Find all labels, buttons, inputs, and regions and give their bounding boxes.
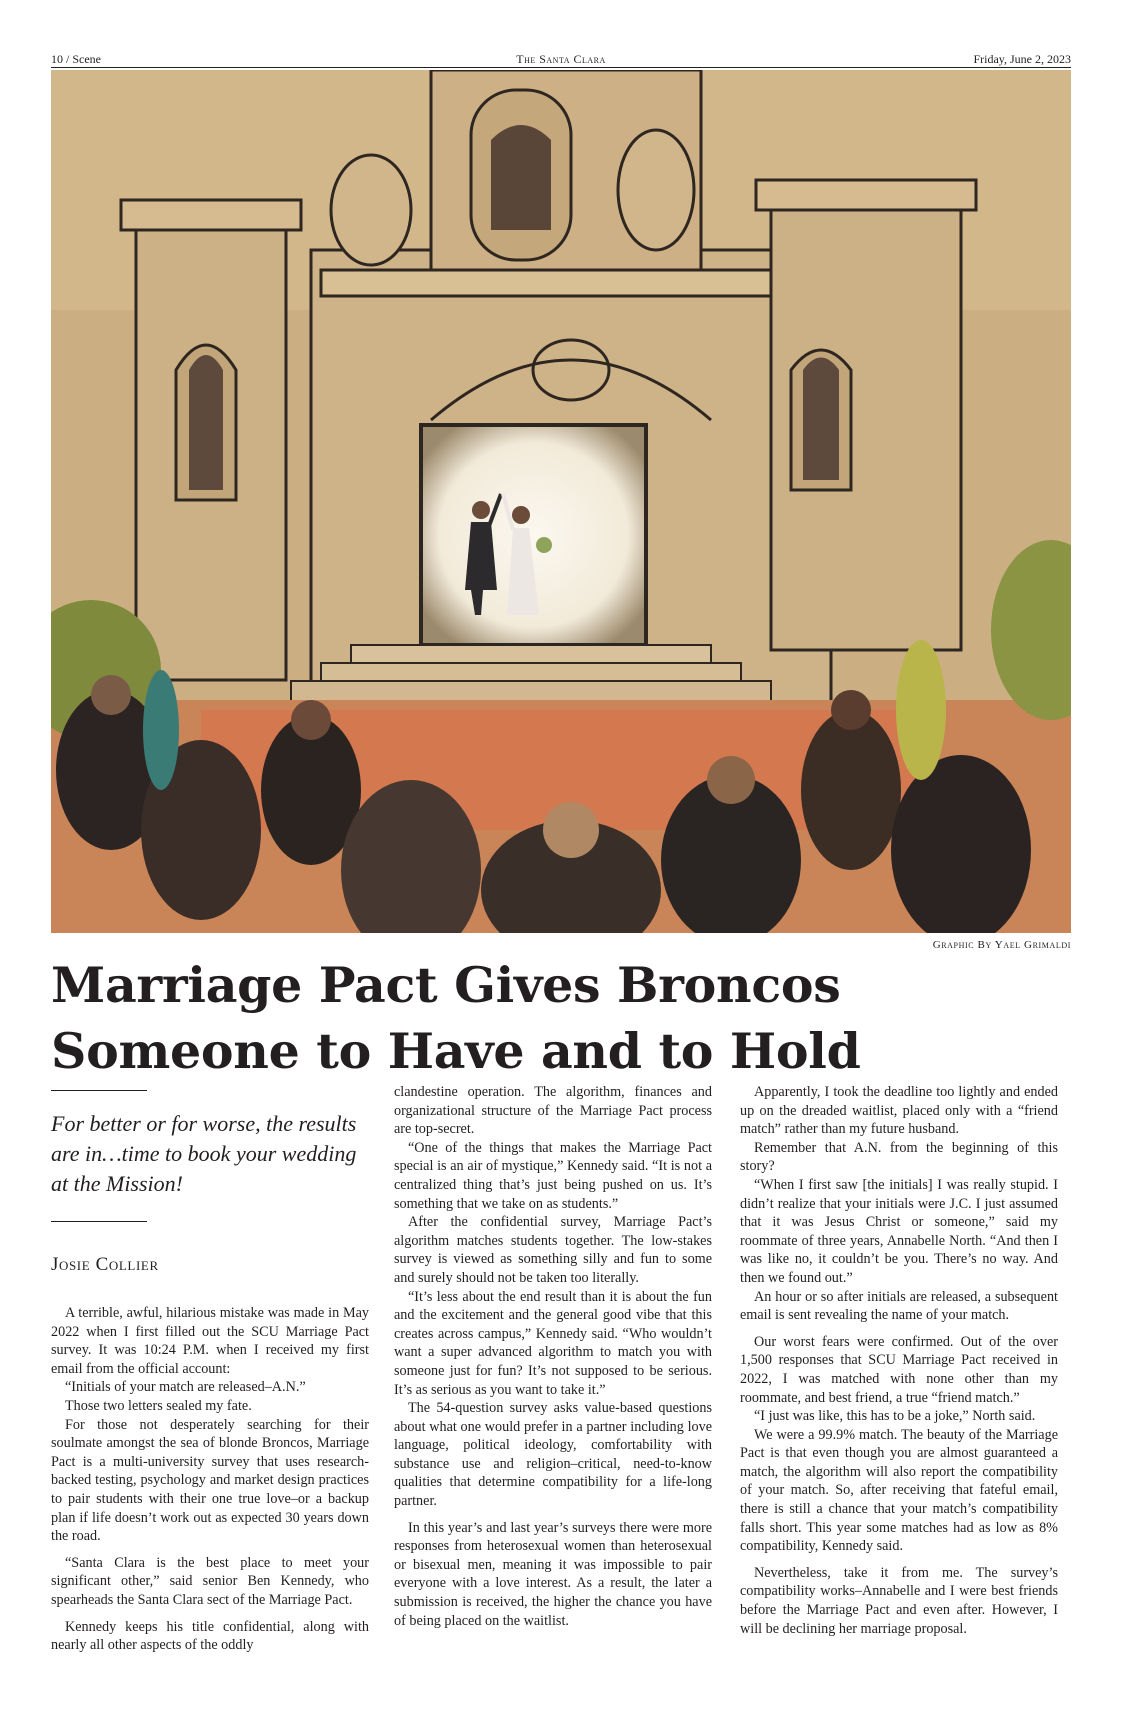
paragraph: After the confidential survey, Marriage Pact’s algorithm matches students together. The low-stakes survey is viewed as something silly and fun to some and surely should not be taken too literally. [394,1214,712,1286]
header-rule [51,67,1071,68]
publication-name: The Santa Clara [516,52,606,66]
paragraph: We were a 99.9% match. The beauty of the Marriage Pact is that even though you are almost guaranteed a match, the algorithm will also report the compatibility of your match. So, after receiving that fateful email, there is still a chance that your match’s compatibility falls short. This year some matches had as low as 8% compatibility, Kennedy said. [740,1426,1058,1555]
paragraph: “Initials of your match are released–A.N.” [65,1379,306,1396]
paragraph: In this year’s and last year’s surveys there were more responses from heterosexual women than heterosexual or bisexual men, meaning it was impossible to pair everyone with a love interest. As a result, the later a submission is received, the higher the chance you have of being placed on the waitlist. [394,1519,712,1629]
paragraph: clandestine operation. The algorithm, finances and organizational structure of the Marriage Pact process are top-secret. [394,1084,712,1138]
article-column-2 [394,1083,712,1630]
byline: Josie Collier [51,1254,159,1275]
dek-rule-bottom [51,1221,147,1222]
page-header [51,50,1071,68]
graphic-credit: Graphic By Yael Grimaldi [932,939,1071,951]
illustration-wedding-mission [51,70,1071,933]
paragraph: “I just was like, this has to be a joke,” North said. [754,1408,1036,1425]
paragraph: “When I first saw [the initials] I was really stupid. I didn’t realize that your initials were J.C. I just assumed that it was Jesus Christ or someone,” said my roommate of three years, Annabelle North. “And then I was like no, it couldn’t be you. There’s no way. And then we found out.” [740,1176,1058,1286]
paragraph: “Santa Clara is the best place to meet your significant other,” said senior Ben Kennedy, who spearheads the Santa Clara sect of the Marriage Pact. [51,1554,369,1608]
paragraph: Kennedy keeps his title confidential, along with nearly all other aspects of the oddly [51,1618,369,1654]
paragraph: Nevertheless, take it from me. The survey’s compatibility works–Annabelle and I were best friends before the Marriage Pact and even after. However, I will be declining her marriage proposal. [740,1564,1058,1637]
article-column-1 [51,1304,369,1655]
dek-rule-top [51,1090,147,1091]
paragraph: An hour or so after initials are released, a subsequent email is sent revealing the name of your match. [740,1288,1058,1324]
section-label: 10 / Scene [51,52,101,66]
paragraph: A terrible, awful, hilarious mistake was made in May 2022 when I first filled out the SCU Marriage Pact survey. It was 10:24 P.M. when I received my first email from the official account: [51,1305,369,1377]
paragraph: Apparently, I took the deadline too lightly and ended up on the dreaded waitlist, placed only with a “friend match” rather than my future husband. [740,1084,1058,1138]
paragraph: Our worst fears were confirmed. Out of the over 1,500 responses that SCU Marriage Pact received in 2022, I was matched with none other than my roommate, and best friend, a true “friend match.” [740,1333,1058,1406]
issue-date: Friday, June 2, 2023 [973,52,1071,66]
article-dek: For better or for worse, the results are in…time to book your wedding at the Mission! [51,1111,357,1196]
article-column-3 [740,1083,1058,1638]
article-headline: Marriage Pact Gives Broncos Someone to Have and to Hold [51,956,861,1080]
paragraph: “One of the things that makes the Marriage Pact special is an air of mystique,” Kennedy said. “It is not a centralized thing that’s just being pushed on us. It’s something that we take on as students.” [394,1139,712,1212]
paragraph: “It’s less about the end result than it is about the fun and the excitement and the general good vibe that this creates across campus,” Kennedy said. “Who wouldn’t want a super advanced algorithm to match you with someone just for fun? It’s not supposed to be serious. It’s as serious as you want to take it.” [394,1288,712,1398]
paragraph: Remember that A.N. from the beginning of this story? [740,1139,1058,1175]
dek-block [51,1090,369,1222]
paragraph: For those not desperately searching for their soulmate amongst the sea of blonde Broncos, Marriage Pact is a multi-university survey that uses research-backed testing, psychology and market design practices to pair students with their one true love–or a backup plan if life doesn’t work out as expected 30 years down the road. [51,1416,369,1545]
paragraph: Those two letters sealed my fate. [65,1397,252,1414]
paragraph: The 54-question survey asks value-based questions about what one would prefer in a partner including love language, political ideology, comfortability with substance use and religion–critical, need-to-know qualities that determine compatibility for a life-long partner. [394,1400,712,1510]
